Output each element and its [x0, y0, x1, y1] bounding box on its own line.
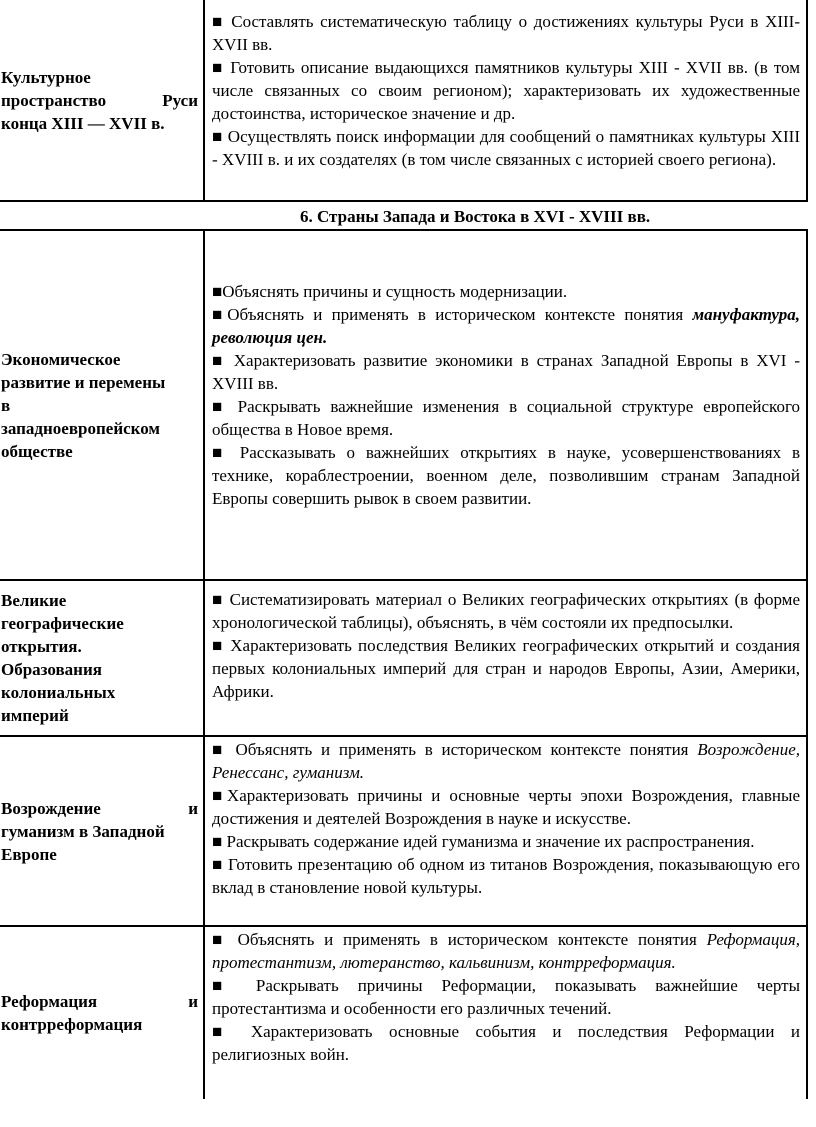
topic-line: гуманизм в Западной: [1, 821, 165, 841]
task-item: ■ Характеризовать последствия Великих географических открытий и создания первых колониальных империй для стран и народов Европы, Азии, Америки, Африки.: [212, 636, 800, 701]
topic-line: Образования: [1, 660, 102, 679]
task-item: ■ Готовить описание выдающихся памятников культуры XIII - XVII вв. (в том числе связанных со своим регионом); характеризовать их художественные достоинства, историческое значение и др.: [212, 58, 800, 123]
task-item: ■ Раскрывать причины Реформации, показывать важнейшие черты протестантизма и особенности его различных течений.: [212, 976, 800, 1018]
task-item: ■ Раскрывать содержание идей гуманизма и значение их распространения.: [212, 832, 755, 851]
topic-line: географические: [1, 614, 124, 633]
task-item: ■ Готовить презентацию об одном из титанов Возрождения, показывающую его вклад в становление новой культуры.: [212, 855, 800, 897]
topic-line: в: [1, 395, 11, 415]
topic-line: Великие: [1, 591, 67, 610]
task-item: [212, 303, 800, 349]
task-item: ■ Осуществлять поиск информации для сообщений о памятниках культуры XIII - XVIII в. и их создателях (в том числе связанных с историей своего региона).: [212, 127, 800, 169]
right-border-top: [806, 0, 808, 201]
topic-line: колониальных: [1, 683, 116, 702]
vertical-divider: [203, 229, 205, 1099]
topic-economy: [0, 231, 198, 579]
tasks-economy: [212, 280, 800, 510]
topic-line: развитие и перемены: [1, 372, 166, 392]
topic-line: Возрождение и: [1, 798, 198, 818]
topic-line: Экономическое: [1, 349, 121, 369]
task-terms: Возрождение, Ренессанс, гуманизм.: [212, 740, 800, 782]
task-item: ■ Систематизировать материал о Великих географических открытиях (в форме хронологической таблицы), объяснять, в чём состояли их предпосылки.: [212, 590, 800, 632]
topic-line: открытия.: [1, 637, 82, 656]
topic-line: Реформация и: [1, 992, 198, 1011]
task-item: [212, 928, 800, 974]
topic-line: Европе: [1, 844, 57, 864]
task-text: ■ Объяснять и применять в историческом контексте понятия: [212, 740, 698, 759]
task-item: [212, 738, 800, 784]
tasks-culture: [212, 10, 800, 171]
task-item: ■ Раскрывать важнейшие изменения в социальной структуре европейского общества в Новое время.: [212, 397, 800, 439]
topic-line: Культурное: [1, 67, 91, 87]
topic-line: западноевропейском: [1, 418, 160, 438]
topic-discoveries: [0, 581, 198, 735]
right-border: [806, 229, 808, 1099]
task-item: ■ Составлять систематическую таблицу о достижениях культуры Руси в XIII-XVII вв.: [212, 12, 800, 54]
topic-reformation: [0, 927, 198, 1099]
tasks-discoveries: [212, 588, 800, 703]
topic-line: конца XIII — XVII в.: [1, 113, 165, 133]
topic-line: обществе: [1, 441, 73, 461]
topic-renaissance: [0, 737, 198, 925]
topic-line: империй: [1, 706, 69, 725]
topic-line: контрреформация: [1, 1015, 143, 1034]
topic-line: пространство Руси: [1, 90, 198, 110]
tasks-renaissance: [212, 738, 800, 899]
task-text: ■Объяснять и применять в историческом контексте понятия: [212, 305, 693, 324]
section-heading: 6. Страны Запада и Востока в XVI - XVIII вв.: [300, 207, 651, 226]
task-item: ■Характеризовать причины и основные черты эпохи Возрождения, главные достижения и деятелей Возрождения в науке и искусстве.: [212, 786, 800, 828]
task-terms: мануфактура, революция цен.: [212, 305, 800, 347]
row-divider: [0, 200, 808, 202]
task-item: ■ Рассказывать о важнейших открытиях в науке, усовершенствованиях в технике, кораблестроении, военном деле, позволившим странам Западной Европы совершить рывок в своем развитии.: [212, 443, 800, 508]
task-text: ■ Объяснять и применять в историческом контексте понятия: [212, 930, 707, 949]
vertical-divider-top: [203, 0, 205, 201]
task-item: ■Объяснять причины и сущность модернизации.: [212, 282, 568, 301]
topic-culture: [0, 0, 198, 200]
tasks-reformation: [212, 928, 800, 1066]
task-terms: Реформация, протестантизм, лютеранство, кальвинизм, контрреформация.: [212, 930, 800, 972]
task-item: ■ Характеризовать развитие экономики в странах Западной Европы в XVI - XVIII вв.: [212, 351, 800, 393]
task-item: ■ Характеризовать основные события и последствия Реформации и религиозных войн.: [212, 1022, 800, 1064]
